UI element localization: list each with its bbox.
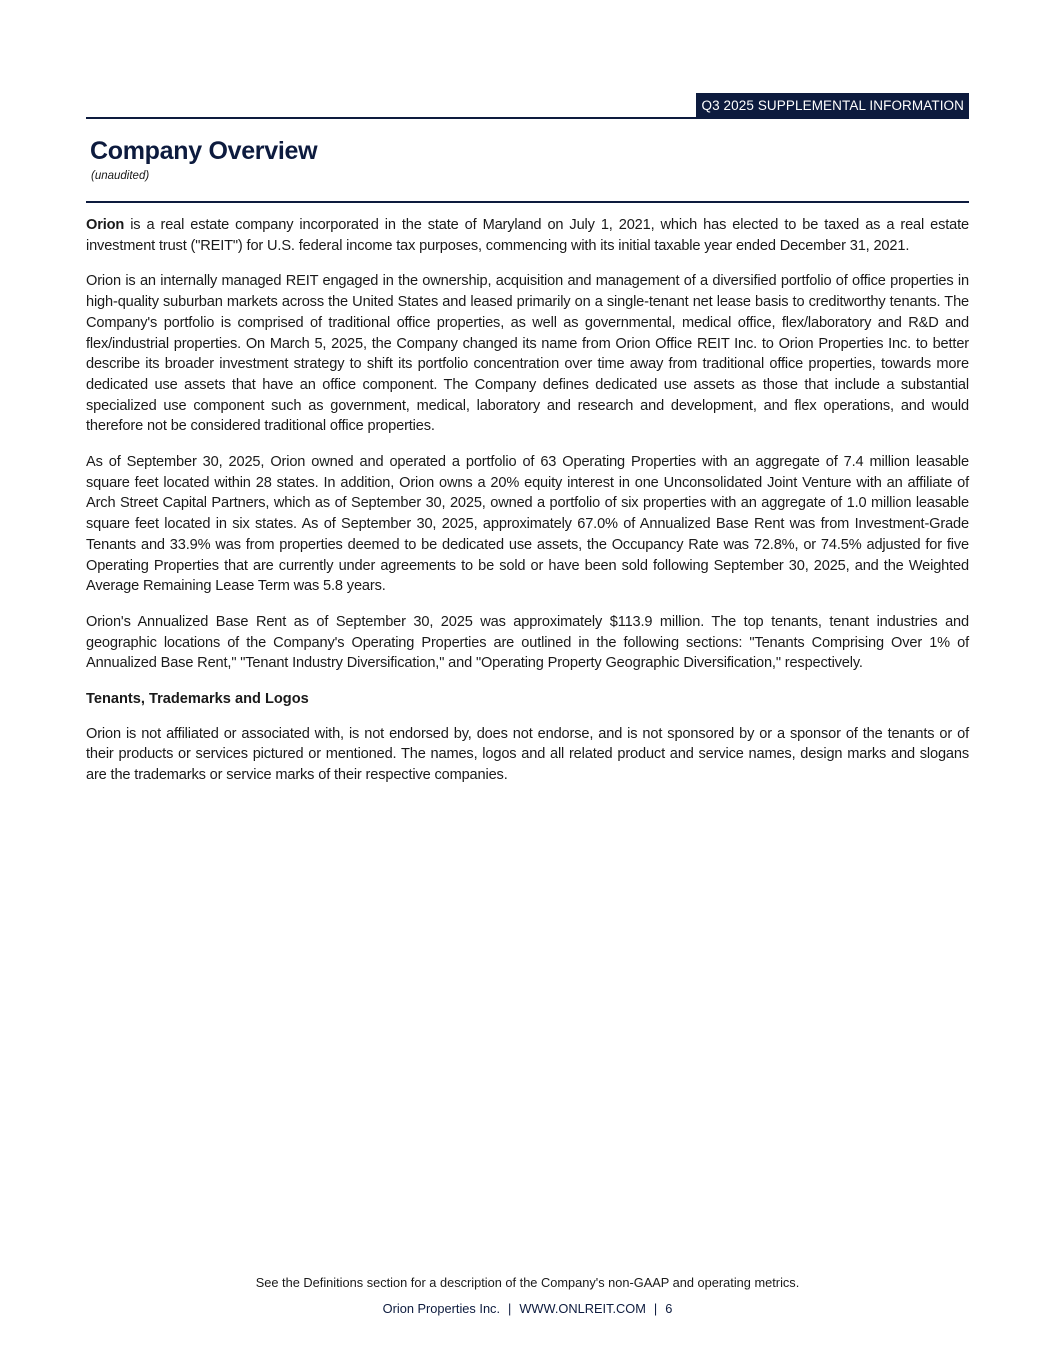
intro-paragraph-text: is a real estate company incorporated in the state of Maryland on July 1, 2021, which has elected to be taxed as a real estate investment trust ("REIT") for U.S. federal income tax purposes, commencing with its initial taxable year ended December 31, 2021. <box>86 217 969 254</box>
footer-separator: | <box>508 1301 512 1316</box>
intro-paragraph <box>86 215 969 256</box>
page-number: 6 <box>665 1301 673 1316</box>
company-name-lead: Orion <box>86 217 125 233</box>
business-description-paragraph: Orion is an internally managed REIT engaged in the ownership, acquisition and management of a diversified portfolio of office properties in high-quality suburban markets across the United States and leased primarily on a single-tenant net lease basis to creditworthy tenants. The Company's portfolio is comprised of traditional office properties, as well as governmental, medical office, flex/laboratory and R&D and flex/industrial properties. On March 5, 2025, the Company changed its name from Orion Office REIT Inc. to Orion Properties Inc. to better describe its broader investment strategy to shift its portfolio concentration over time away from traditional office properties, towards more dedicated use assets that have an office component. The Company defines dedicated use assets as those that include a substantial specialized use component such as government, medical, laboratory and research and development, and flex operations, and would therefore not be considered traditional office properties. <box>86 273 969 435</box>
document-body <box>86 215 969 801</box>
page-footer <box>0 1300 1055 1317</box>
title-divider <box>86 201 969 203</box>
portfolio-paragraph: As of September 30, 2025, Orion owned and operated a portfolio of 63 Operating Properties with an aggregate of 7.4 million leasable square feet located within 28 states. In addition, Orion owns a 20% equity interest in one Unconsolidated Joint Venture with an affiliate of Arch Street Capital Partners, which as of September 30, 2025, owned a portfolio of six properties with an aggregate of 1.0 million leasable square feet located in six states. As of September 30, 2025, approximately 67.0% of Annualized Base Rent was from Investment-Grade Tenants and 33.9% was from properties deemed to be dedicated use assets, the Occupancy Rate was 72.8%, or 74.5% adjusted for five Operating Properties that are currently under agreements to be sold or have been sold following September 30, 2025, and the Weighted Average Remaining Lease Term was 5.8 years. <box>86 454 969 595</box>
page-title: Company Overview <box>90 137 318 165</box>
trademarks-paragraph: Orion is not affiliated or associated with, is not endorsed by, does not endorse, and is not sponsored by or a sponsor of the tenants or of their products or services pictured or mentioned. The names, logos and all related product and service names, design marks and slogans are the trademarks or service marks of their respective companies. <box>86 725 969 784</box>
supplemental-info-tag: Q3 2025 SUPPLEMENTAL INFORMATION <box>696 93 969 118</box>
header-divider <box>86 117 969 119</box>
footer-company: Orion Properties Inc. <box>382 1301 501 1316</box>
title-block <box>90 134 317 182</box>
unaudited-label: (unaudited) <box>91 170 150 182</box>
footer-separator: | <box>653 1301 658 1316</box>
trademarks-heading: Tenants, Trademarks and Logos <box>86 691 309 708</box>
footer-website-link[interactable]: WWW.ONLREIT.COM <box>519 1301 646 1316</box>
annualized-base-rent-paragraph: Orion's Annualized Base Rent as of September 30, 2025 was approximately $113.9 million. The top tenants, tenant industries and geographic locations of the Company's Operating Properties are outlined in the following sections: "Tenants Comprising Over 1% of Annualized Base Rent," "Tenant Industry Diversification," and "Operating Property Geographic Diversification," respectively. <box>86 613 969 672</box>
definitions-note: See the Definitions section for a description of the Company's non-GAAP and operating metrics. <box>255 1275 800 1290</box>
